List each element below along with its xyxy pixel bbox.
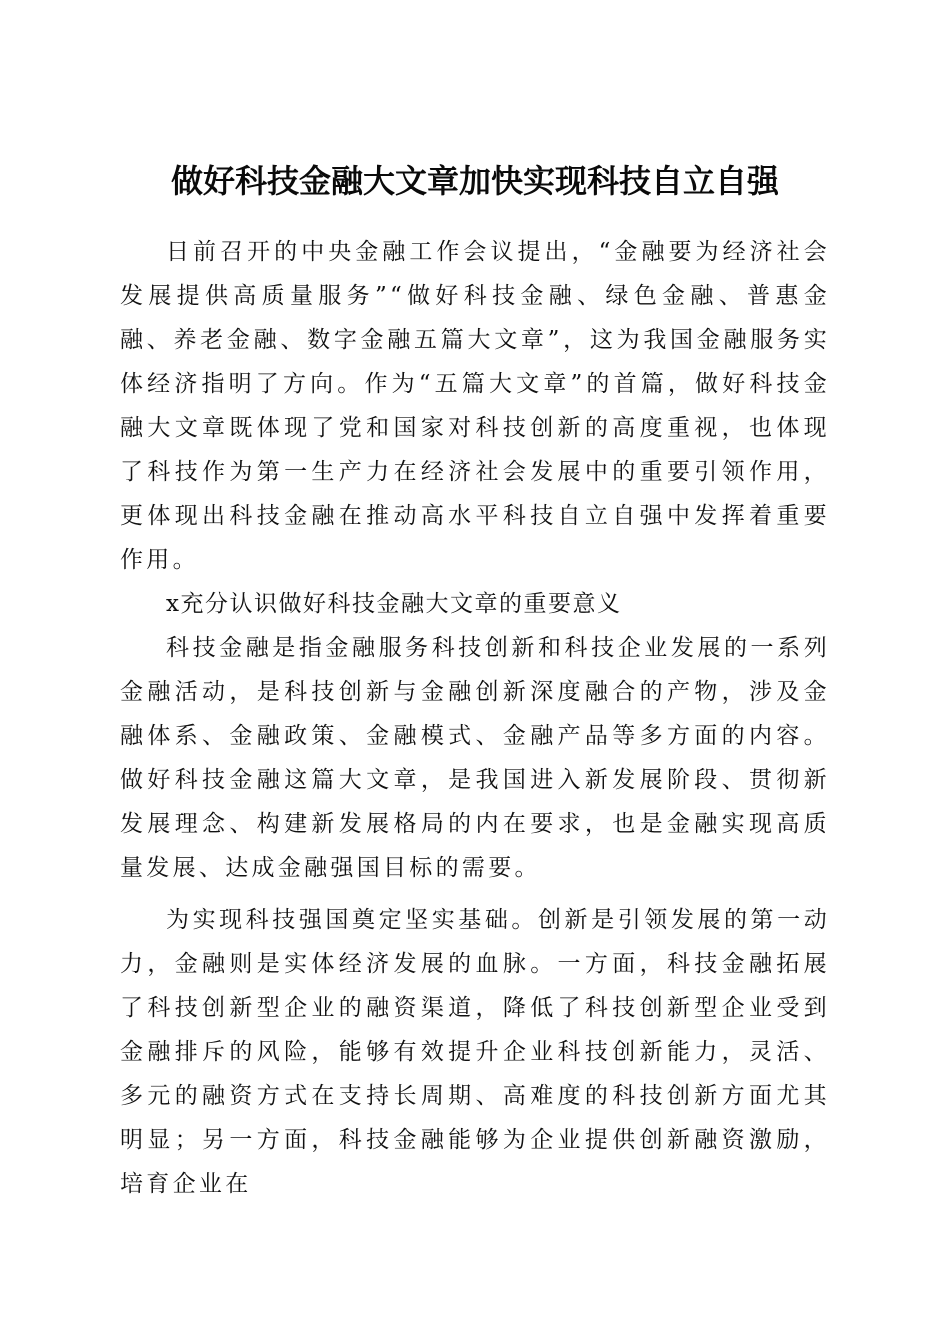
paragraph-intro: 日前召开的中央金融工作会议提出，“金融要为经济社会发展提供高质量服务”“做好科技金融、绿色金融、普惠金融、养老金融、数字金融五篇大文章”，这为我国金融服务实体经济指明了方向。作为“五篇大文章”的首篇，做好科技金融大文章既体现了党和国家对科技创新的高度重视，也体现了科技作为第一生产力在经济社会发展中的重要引领作用，更体现出科技金融在推动高水平科技自立自强中发挥着重要作用。 — [120, 239, 830, 573]
paragraph-gap — [120, 890, 830, 898]
section-heading: x充分认识做好科技金融大文章的重要意义 — [166, 591, 622, 617]
document-title: 做好科技金融大文章加快实现科技自立自强 — [170, 162, 779, 201]
document-body — [120, 230, 830, 1206]
paragraph-definition: 科技金融是指金融服务科技创新和科技企业发展的一系列金融活动，是科技创新与金融创新深度融合的产物，涉及金融体系、金融政策、金融模式、金融产品等多方面的内容。做好科技金融这篇大文章，是我国进入新发展阶段、贯彻新发展理念、构建新发展格局的内在要求，也是金融实现高质量发展、达成金融强国目标的需要。 — [120, 635, 830, 881]
paragraph-foundation: 为实现科技强国奠定坚实基础。创新是引领发展的第一动力，金融则是实体经济发展的血脉。一方面，科技金融拓展了科技创新型企业的融资渠道，降低了科技创新型企业受到金融排斥的风险，能够有效提升企业科技创新能力，灵活、多元的融资方式在支持长周期、高难度的科技创新方面尤其明显；另一方面，科技金融能够为企业提供创新融资激励，培育企业在 — [120, 907, 830, 1197]
